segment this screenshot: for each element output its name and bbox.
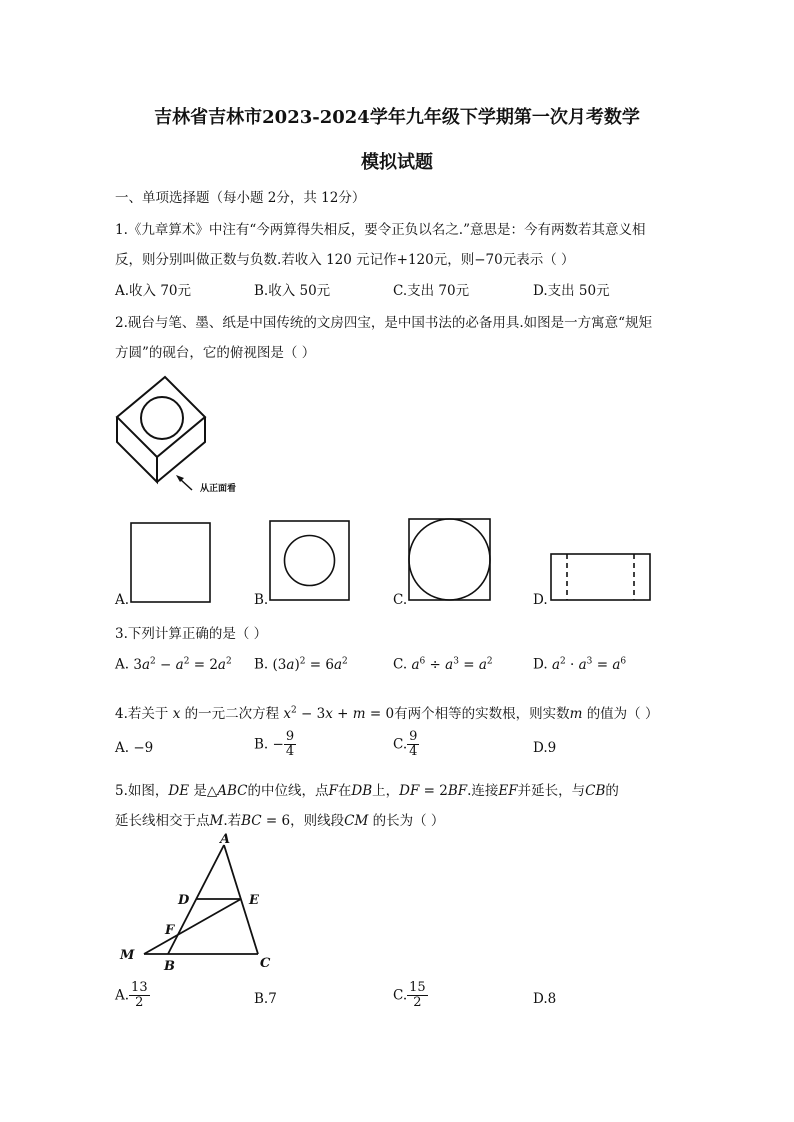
q2-option-b-letter: B. (254, 592, 269, 608)
q5-option-b: B.7 (254, 991, 277, 1007)
q3-option-b-math: $(3a)^2 = 6a^2$ (272, 656, 348, 673)
point-c: C (260, 956, 271, 971)
point-m: M (120, 948, 135, 963)
page-title: 吉林省吉林市2023-2024学年九年级下学期第一次月考数学 (154, 107, 640, 128)
q4-equation: $x^2 - 3x + m = 0$ (283, 705, 395, 722)
q3-option-b: B. $(3a)^2 = 6a^2$ (254, 656, 348, 673)
q5-option-c: C. $\frac{15}{2}$ (393, 980, 426, 1011)
inkstone-left-face (117, 417, 157, 482)
q4-stem: 4.若关于 x 的一元二次方程 $x^2 - 3x + m = 0$有两个相等的实数根，则实数m 的值为（ ） (115, 705, 659, 722)
q3-option-d-math: $a^2 \cdot a^3 = a^6$ (551, 656, 627, 673)
page-subtitle: 模拟试题 (361, 152, 433, 173)
q1-option-a: A.收入 70元 (115, 283, 192, 299)
point-e: E (249, 893, 259, 908)
q4-option-d: D.9 (533, 740, 557, 756)
q5-stem-line1: 5.如图，DE 是△ABC的中位线，点F在DB上，DF = 2BF.连接EF并延长，与CB的 (115, 783, 619, 799)
q3-stem: 3.下列计算正确的是（ ） (115, 626, 268, 642)
q1-option-b: B.收入 50元 (254, 283, 331, 299)
inkstone-figure (110, 370, 260, 500)
view-arrow-label: 从正面看 (200, 484, 237, 494)
q2-option-b-figure (269, 520, 351, 602)
point-d: D (178, 893, 190, 908)
inkstone-top-face (117, 377, 205, 457)
q2-option-c-figure (408, 518, 492, 602)
q2-option-c-letter: C. (393, 592, 408, 608)
q1-option-d: D.支出 50元 (533, 283, 610, 299)
point-f: F (165, 923, 175, 938)
q2-option-a-figure (130, 522, 212, 604)
section-header: 一、单项选择题（每小题 2分，共 12分） (115, 190, 366, 206)
q4-option-b: B. − $\frac{9}{4}$ (254, 729, 295, 760)
q3-option-a-math: $3a^2 - a^2 = 2a^2$ (133, 656, 232, 673)
q1-option-c: C.支出 70元 (393, 283, 470, 299)
q3-option-c: C. $a^6 \div a^3 = a^2$ (393, 656, 493, 673)
q2-option-d-letter: D. (533, 592, 548, 608)
q2-option-d-figure (550, 553, 652, 603)
q2-stem-line2: 方圆”的砚台，它的俯视图是（ ） (115, 345, 316, 361)
q5-option-d: D.8 (533, 991, 557, 1007)
q4-option-c: C. $\frac{9}{4}$ (393, 729, 418, 760)
q4-option-a: A. −9 (115, 740, 154, 756)
q1-stem-line1: 1.《九章算术》中注有“今两算得失相反，要令正负以名之.”意思是：今有两数若其意义相 (115, 222, 646, 238)
q1-stem-line2: 反，则分别叫做正数与负数.若收入 120 元记作+120元，则−70元表示（ ） (115, 252, 575, 268)
q5-option-a: A. $\frac{13}{2}$ (115, 980, 148, 1011)
view-arrow-shaft (180, 479, 192, 490)
q3-option-d: D. $a^2 \cdot a^3 = a^6$ (533, 656, 627, 673)
triangle-figure (110, 832, 290, 977)
q2-stem-line1: 2.砚台与笔、墨、纸是中国传统的文房四宝，是中国书法的必备用具.如图是一方寓意“规矩 (115, 315, 653, 331)
q2-option-a-letter: A. (115, 592, 130, 608)
inkstone-well (141, 397, 183, 439)
point-a: A (220, 832, 231, 847)
q5-stem-line2: 延长线相交于点M.若BC = 6，则线段CM 的长为（ ） (115, 813, 445, 829)
q3-option-a: A. $3a^2 - a^2 = 2a^2$ (115, 656, 232, 673)
q3-option-c-math: $a^6 \div a^3 = a^2$ (411, 656, 493, 673)
point-b: B (164, 959, 175, 974)
